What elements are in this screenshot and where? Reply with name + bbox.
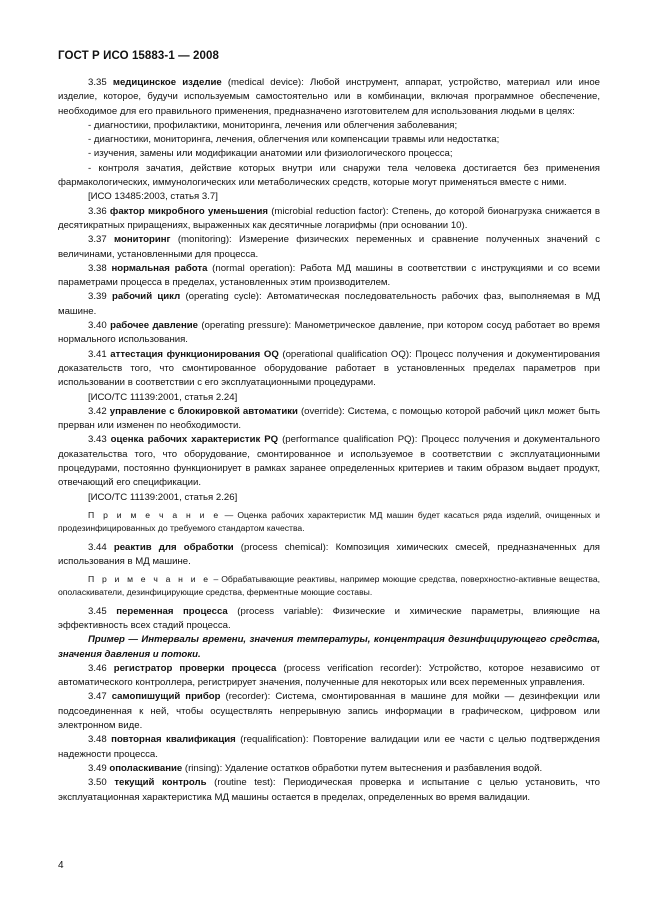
term: мониторинг: [114, 234, 171, 246]
definition: (override): Система, с помощью которой рабочий цикл может быть прерван или изменен по необходимости.: [58, 405, 600, 432]
note-text: — Оценка рабочих характеристик МД машин будет касаться ряда изделий, очищенных и продезинфицированных до требуемого стандартом качества.: [58, 509, 600, 534]
reference: [ИСО 13485:2003, статья 3.7]: [88, 191, 218, 203]
note-text: – Обрабатывающие реактивы, например моющие средства, поверхностно-активные вещества, ополаскиватели, дезинфицирующие средства, ферментные моющие составы.: [58, 574, 600, 598]
term: аттестация функционирования OQ: [110, 348, 279, 360]
list-item: - диагностики, профилактики, мониторинга, лечения или облегчения заболевания;: [88, 119, 458, 131]
paragraph-3-41: [58, 348, 600, 391]
paragraph-3-37: [58, 233, 600, 262]
paragraph-3-39: [58, 290, 600, 319]
definition: (routine test): Периодическая проверка и испытание с целью установить, что эксплуатационная характеристика МД машины остается в пределах, определенных во время валидации.: [58, 777, 600, 803]
paragraph-3-45: [58, 605, 600, 634]
document-body: [58, 76, 600, 805]
term: текущий контроль: [114, 777, 207, 789]
paragraph-3-48: [58, 733, 600, 762]
clause-number: 3.35: [88, 77, 107, 88]
paragraph-3-36: [58, 205, 600, 234]
paragraph-3-44: [58, 541, 600, 570]
clause-number: 3.50: [88, 777, 107, 789]
clause-number: 3.47: [88, 691, 107, 703]
note-label: П р и м е ч а н и е: [88, 509, 221, 520]
page-number: 4: [58, 860, 64, 871]
definition: (microbial reduction factor): Степень, до которой бионагрузка снижается в десятикратных приращениях, выраженных как десятичные логарифмы (при основании 10).: [58, 205, 600, 231]
definition: (operating pressure): Манометрическое давление, при котором сосуд работает во время нормального использования.: [58, 320, 600, 346]
reference: [ИСО/ТС 11139:2001, статья 2.24]: [88, 391, 238, 403]
clause-number: 3.48: [88, 734, 107, 746]
definition: (operational qualification OQ): Процесс получения и документирования доказательств того, что смонтированное оборудование работает в установленных пределах параметров при использовании в соответствии с его эксплуатационными процедурами.: [58, 348, 600, 389]
clause-number: 3.40: [88, 320, 107, 332]
term: реактив для обработки: [113, 541, 234, 553]
paragraph-3-47: [58, 690, 600, 733]
clause-number: 3.39: [88, 291, 107, 303]
paragraph-3-42: [58, 405, 600, 434]
clause-number: 3.38: [88, 262, 107, 274]
list-item: - диагностики, мониторинга, лечения, облегчения или компенсации травмы или недостатка;: [88, 134, 500, 146]
paragraph-3-46: [58, 662, 600, 691]
definition: (medical device): Любой инструмент, аппарат, устройство, материал или иное изделие, которое, будучи используемым самостоятельно или в комбинации, включая программное обеспечение, необходимое для его правильного применения, предназначено изготовителем для использования людьми в целях:: [58, 77, 600, 117]
definition: (operating cycle): Автоматическая последовательность рабочих фаз, выполняемая в МД машине.: [58, 291, 600, 317]
note-label: П р и м е ч а н и е: [88, 574, 211, 585]
definition: (process chemical): Композиция химических смесей, предназначенных для использования в МД машине.: [58, 541, 600, 567]
term: оценка рабочих характеристик PQ: [110, 434, 279, 446]
clause-number: 3.41: [88, 348, 107, 360]
paragraph-3-43: [58, 433, 600, 490]
paragraph-3-35: [58, 76, 600, 119]
clause-number: 3.43: [88, 434, 107, 446]
clause-number: 3.44: [88, 541, 107, 553]
clause-number: 3.36: [88, 205, 107, 217]
example: Пример — Интервалы времени, значения температуры, концентрация дезинфицирующего средства, значения давления и потоки.: [58, 634, 600, 660]
note: [58, 573, 600, 600]
list-item: - изучения, замены или модификации анатомии или физиологического процесса;: [88, 148, 453, 160]
definition: (recorder): Система, смонтированная в машине для мойки — дезинфекции или подсоединенная к ней, чтобы осуществлять непрерывную запись информации в графическом, цифровом или электронном виде.: [58, 691, 600, 732]
note: [58, 509, 600, 536]
term: рабочее давление: [110, 320, 198, 332]
definition: (process verification recorder): Устройство, которое независимо от автоматического контроллера, регистрирует значения, полученные для некоторых или всех переменных управления.: [58, 662, 600, 689]
clause-number: 3.37: [88, 234, 107, 246]
term: управление с блокировкой автоматики: [109, 405, 298, 417]
paragraph-3-49: [58, 762, 600, 776]
term: ополаскивание: [109, 762, 183, 774]
term: самопишущий прибор: [111, 691, 221, 703]
clause-number: 3.42: [88, 405, 107, 417]
definition: (normal operation): Работа МД машины в соответствии с инструкциями и со всеми параметрами процесса в пределах, установленных этим производителем.: [58, 262, 600, 289]
definition: (rinsing): Удаление остатков обработки путем вытеснения и разбавления водой.: [182, 762, 543, 774]
clause-number: 3.45: [88, 605, 107, 617]
term: фактор микробного уменьшения: [109, 205, 268, 217]
paragraph-3-40: [58, 319, 600, 348]
paragraph-3-50: [58, 776, 600, 805]
definition: (requalification): Повторение валидации или ее части с целью подтверждения надежности процесса.: [58, 734, 600, 760]
reference: [ИСО/ТС 11139:2001, статья 2.26]: [88, 491, 238, 503]
term: переменная процесса: [116, 605, 228, 617]
term: нормальная работа: [111, 262, 208, 274]
term: регистратор проверки процесса: [113, 662, 277, 674]
clause-number: 3.46: [88, 662, 107, 674]
definition: (process variable): Физические и химические параметры, влияющие на эффективность всех стадий процесса.: [58, 605, 600, 631]
term: рабочий цикл: [111, 291, 181, 303]
list-item: - контроля зачатия, действие которых внутри или снаружи тела человека достигается без применения фармакологических, иммунологических или метаболических средств, которые могут применяться вместе с ними.: [58, 162, 600, 189]
paragraph-3-38: [58, 262, 600, 291]
term: медицинское изделие: [112, 77, 222, 88]
standard-header: ГОСТ Р ИСО 15883-1 — 2008: [58, 50, 220, 62]
definition: (monitoring): Измерение физических переменных и сравнение полученных значений с величинами, установленными для процесса.: [58, 234, 600, 260]
definition: (performance qualification PQ): Процесс получения и документального доказательства того, что оборудование, смонтированное и используемое в соответствии с эксплуатационными процедурами, постоянно функционирует в рамках заранее определенных критериев и таким образом выдает продукт, отвечающий его спецификации.: [58, 434, 600, 489]
clause-number: 3.49: [88, 762, 107, 774]
term: повторная квалификация: [111, 734, 236, 746]
